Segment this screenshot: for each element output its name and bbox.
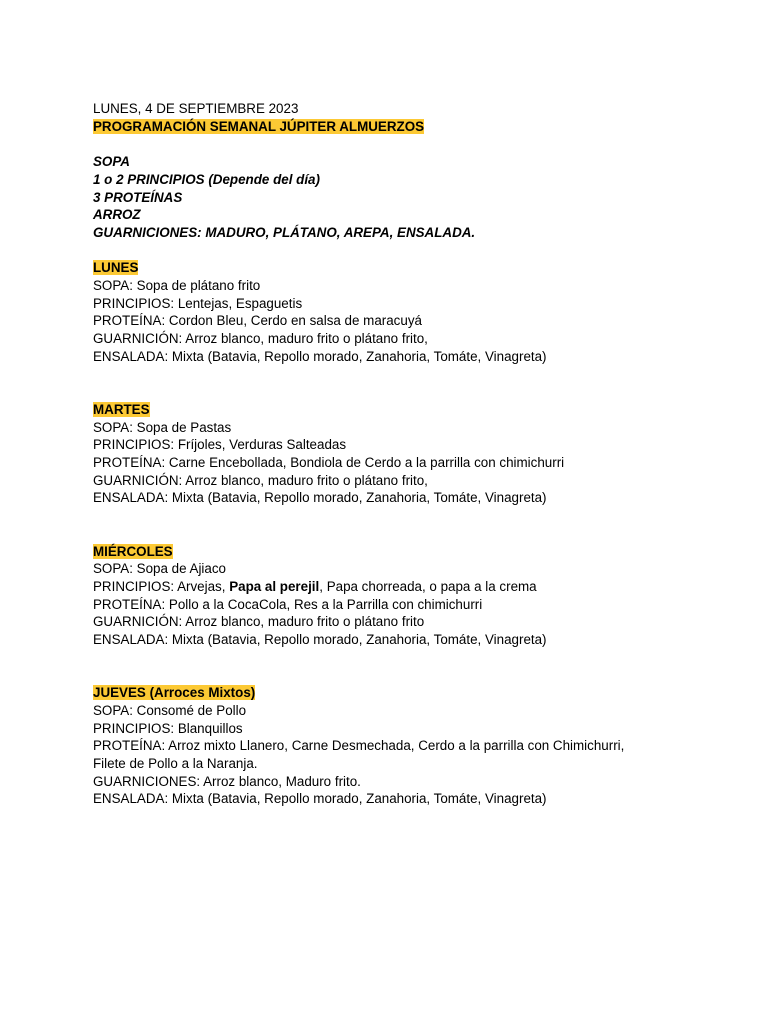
day-ensalada: ENSALADA: Mixta (Batavia, Repollo morado, Zanahoria, Tomáte, Vinagreta) bbox=[93, 791, 547, 807]
principios-text: , Papa chorreada, o papa a la crema bbox=[319, 578, 537, 594]
summary-item: ARROZ bbox=[93, 207, 141, 223]
spacer bbox=[93, 649, 733, 684]
spacer bbox=[93, 135, 733, 153]
summary-item: SOPA bbox=[93, 154, 130, 170]
day-ensalada: ENSALADA: Mixta (Batavia, Repollo morado, Zanahoria, Tomáte, Vinagreta) bbox=[93, 632, 547, 648]
day-title: JUEVES (Arroces Mixtos) bbox=[93, 685, 256, 701]
day-ensalada: ENSALADA: Mixta (Batavia, Repollo morado, Zanahoria, Tomáte, Vinagreta) bbox=[93, 348, 547, 364]
principios-text: PRINCIPIOS: Arvejas, bbox=[93, 578, 230, 594]
menu-summary bbox=[93, 153, 733, 242]
spacer bbox=[93, 507, 733, 542]
day-guarnicion: GUARNICIÓN: Arroz blanco, maduro frito o plátano frito, bbox=[93, 331, 428, 347]
day-sopa: SOPA: Consomé de Pollo bbox=[93, 702, 247, 718]
day-principios: PRINCIPIOS: Fríjoles, Verduras Salteadas bbox=[93, 437, 347, 453]
day-section-miercoles bbox=[93, 543, 733, 649]
day-section-lunes bbox=[93, 259, 733, 365]
day-title: MIÉRCOLES bbox=[93, 543, 173, 559]
day-ensalada: ENSALADA: Mixta (Batavia, Repollo morado, Zanahoria, Tomáte, Vinagreta) bbox=[93, 490, 547, 506]
summary-item: 1 o 2 PRINCIPIOS (Depende del día) bbox=[93, 171, 320, 187]
day-principios: PRINCIPIOS: Blanquillos bbox=[93, 720, 243, 736]
day-section-martes bbox=[93, 401, 733, 507]
day-proteina: PROTEÍNA: Pollo a la CocaCola, Res a la Parrilla con chimichurri bbox=[93, 596, 483, 612]
document-date: LUNES, 4 DE SEPTIEMBRE 2023 bbox=[93, 101, 299, 116]
day-proteina-cont: Filete de Pollo a la Naranja. bbox=[93, 755, 258, 771]
day-guarnicion: GUARNICIÓN: Arroz blanco, maduro frito o plátano frito, bbox=[93, 472, 428, 488]
day-guarnicion: GUARNICIÓN: Arroz blanco, maduro frito o plátano frito bbox=[93, 614, 425, 630]
spacer bbox=[93, 242, 733, 260]
day-proteina: PROTEÍNA: Arroz mixto Llanero, Carne Desmechada, Cerdo a la parrilla con Chimichurri, bbox=[93, 738, 625, 754]
principios-highlight: Papa al perejil bbox=[229, 578, 320, 594]
spacer bbox=[93, 366, 733, 401]
day-proteina: PROTEÍNA: Cordon Bleu, Cerdo en salsa de maracuyá bbox=[93, 313, 422, 329]
document-title: PROGRAMACIÓN SEMANAL JÚPITER ALMUERZOS bbox=[93, 118, 425, 134]
day-guarnicion: GUARNICIONES: Arroz blanco, Maduro frito. bbox=[93, 773, 361, 789]
day-principios: PRINCIPIOS: Lentejas, Espaguetis bbox=[93, 295, 303, 311]
summary-item: 3 PROTEÍNAS bbox=[93, 189, 183, 205]
day-principios bbox=[93, 578, 733, 596]
day-proteina: PROTEÍNA: Carne Encebollada, Bondiola de Cerdo a la parrilla con chimichurri bbox=[93, 455, 565, 471]
day-section-jueves bbox=[93, 684, 733, 808]
day-sopa: SOPA: Sopa de Pastas bbox=[93, 419, 232, 435]
summary-item: GUARNICIONES: MADURO, PLÁTANO, AREPA, ENSALADA. bbox=[93, 224, 476, 240]
document-page bbox=[93, 100, 733, 808]
day-title: MARTES bbox=[93, 401, 150, 417]
day-title: LUNES bbox=[93, 260, 139, 276]
day-sopa: SOPA: Sopa de plátano frito bbox=[93, 278, 261, 293]
day-sopa: SOPA: Sopa de Ajiaco bbox=[93, 561, 226, 577]
